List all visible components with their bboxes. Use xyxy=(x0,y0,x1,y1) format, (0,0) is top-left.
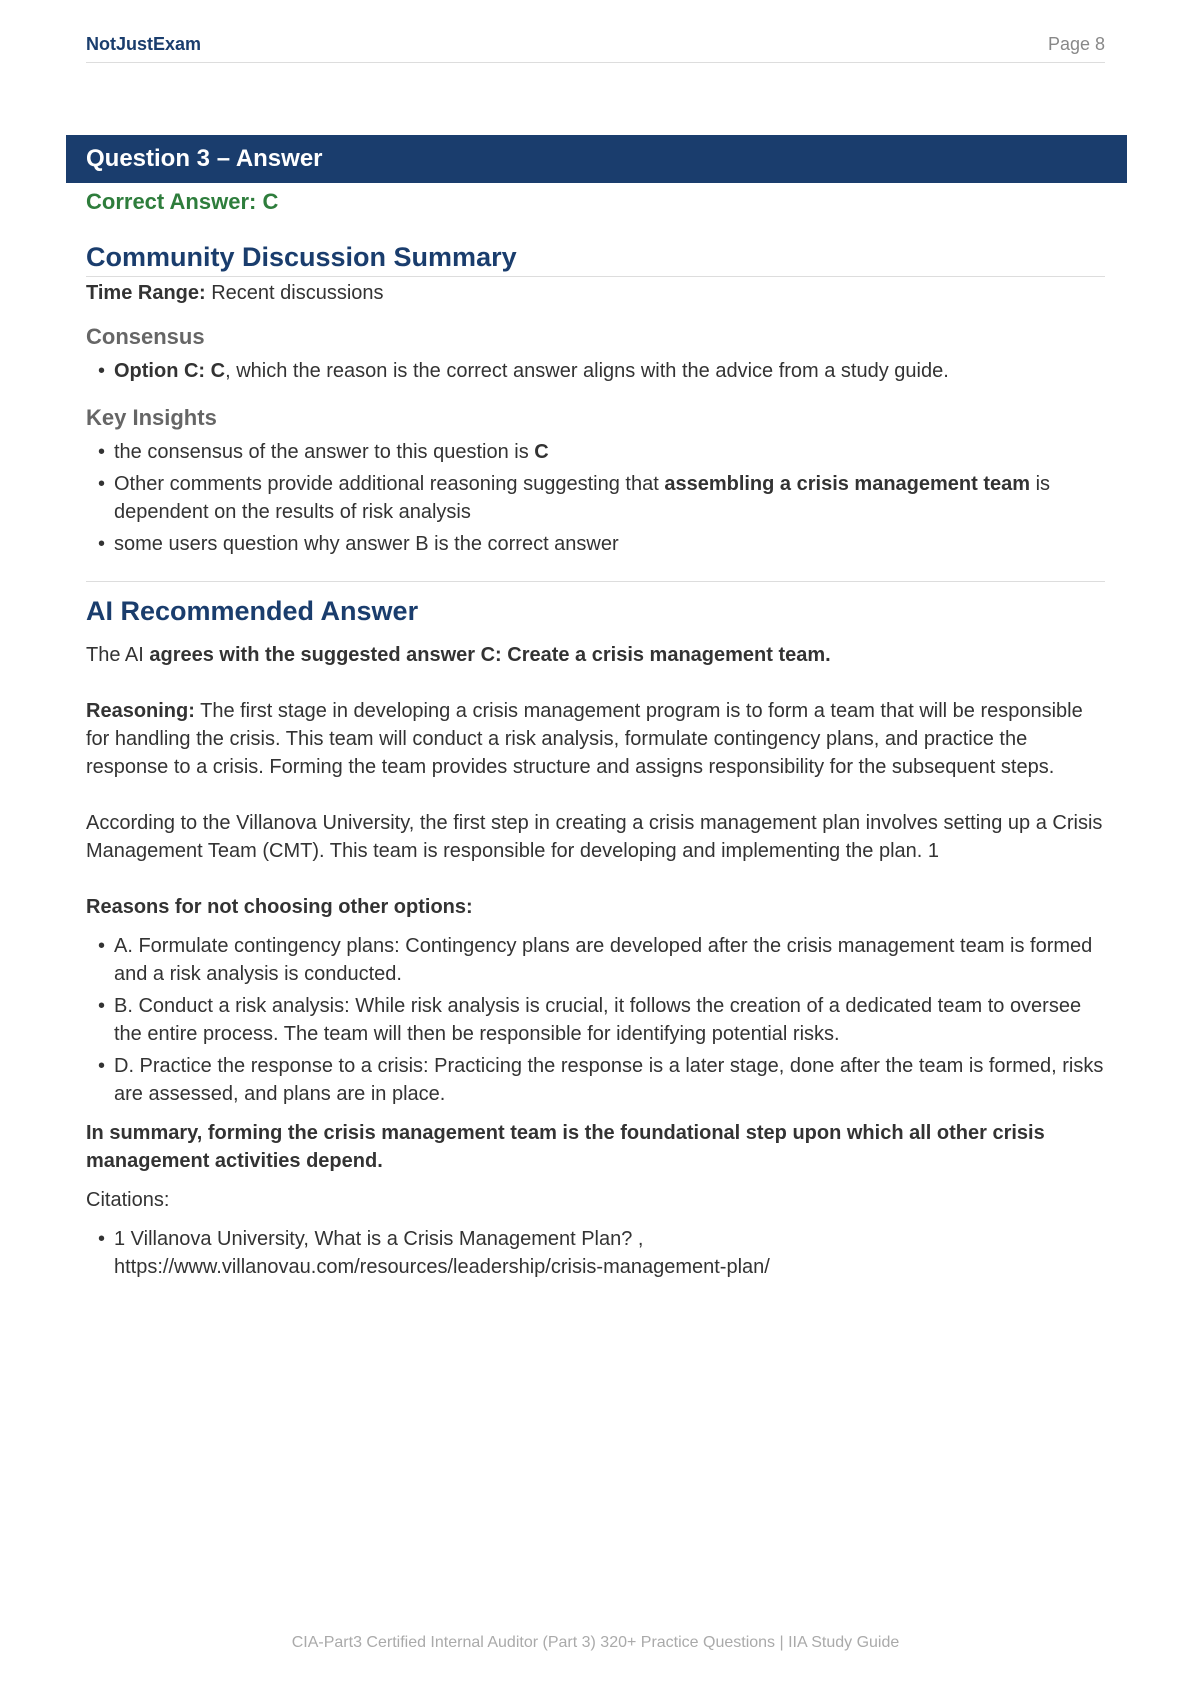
reasons-list xyxy=(86,932,1105,1108)
consensus-option: Option C: C xyxy=(114,360,226,382)
time-range xyxy=(86,279,1105,307)
page-footer: CIA-Part3 Certified Internal Auditor (Part 3) 320+ Practice Questions | IIA Study Guide xyxy=(291,1634,900,1651)
time-range-value: Recent discussions xyxy=(211,282,384,304)
time-range-label: Time Range: xyxy=(86,282,206,304)
reason-item: • D. Practice the response to a crisis: Practicing the response is a later stage, done after the team is formed, risks are assessed, and plans are in place. xyxy=(86,1052,1105,1108)
question-title: Question 3 – Answer xyxy=(86,145,323,172)
citation-item: • 1 Villanova University, What is a Crisis Management Plan? , https://www.villanovau.com/resources/leadership/crisis-management-plan/ xyxy=(86,1225,1105,1281)
citations-list xyxy=(86,1225,1105,1281)
ai-intro-prefix: The AI xyxy=(86,644,150,666)
reason-item: • A. Formulate contingency plans: Contingency plans are developed after the crisis management team is formed and a risk analysis is conducted. xyxy=(86,932,1105,988)
insight-text: the consensus of the answer to this question is xyxy=(114,441,535,463)
ai-reasoning xyxy=(86,697,1105,781)
consensus-item xyxy=(86,357,1105,385)
question-title-bar xyxy=(66,135,1127,183)
page-number: Page 8 xyxy=(1047,34,1105,54)
consensus-list xyxy=(86,357,1105,385)
section-divider xyxy=(86,581,1105,582)
community-discussion-title: Community Discussion Summary xyxy=(86,239,1105,277)
key-insights-heading: Key Insights xyxy=(86,405,217,430)
summary-text: In summary, forming the crisis management team is the foundational step upon which all other crisis management activities depend. xyxy=(86,1122,1045,1172)
reasons-title: Reasons for not choosing other options: xyxy=(86,896,473,918)
brand-name: NotJustExam xyxy=(86,34,202,54)
insight-bold: assembling a crisis management team xyxy=(664,473,1031,495)
villanova-paragraph: According to the Villanova University, the first step in creating a crisis management plan involves setting up a Crisis Management Team (CMT). This team is responsible for developing and implementing the plan. 1 xyxy=(86,812,1103,862)
reason-item: • B. Conduct a risk analysis: While risk analysis is crucial, it follows the creation of a dedicated team to oversee the entire process. The team will then be responsible for identifying potential risks. xyxy=(86,992,1105,1048)
citations-label: Citations: xyxy=(86,1189,170,1211)
ai-recommended-title: AI Recommended Answer xyxy=(86,596,419,626)
consensus-text: , which the reason is the correct answer aligns with the advice from a study guide. xyxy=(225,360,949,382)
insight-item xyxy=(86,438,1105,466)
insight-item xyxy=(86,530,1105,558)
insight-item xyxy=(86,470,1105,526)
insight-text: Other comments provide additional reasoning suggesting that xyxy=(114,473,665,495)
key-insights-list xyxy=(86,438,1105,558)
summary-paragraph xyxy=(86,1119,1105,1175)
correct-answer: Correct Answer: C xyxy=(86,189,279,214)
page-header xyxy=(86,34,1105,63)
reasoning-text: The first stage in developing a crisis management program is to form a team that will be responsible for handling the crisis. This team will conduct a risk analysis, formulate contingency plans, and practice the response to a crisis. Forming the team provides structure and assigns responsibility for the subsequent steps. xyxy=(86,700,1083,778)
insight-text: is dependent on the results of risk analysis xyxy=(114,473,1051,523)
ai-intro-verdict: agrees with the suggested answer C: Create a crisis management team. xyxy=(149,644,831,666)
reasons-heading xyxy=(86,893,1105,921)
reasoning-label: Reasoning: xyxy=(86,700,195,722)
insight-text: some users question why answer B is the correct answer xyxy=(114,533,619,555)
insight-bold: C xyxy=(534,441,549,463)
consensus-heading: Consensus xyxy=(86,324,205,349)
ai-intro xyxy=(86,641,1105,669)
content xyxy=(86,186,1105,1281)
